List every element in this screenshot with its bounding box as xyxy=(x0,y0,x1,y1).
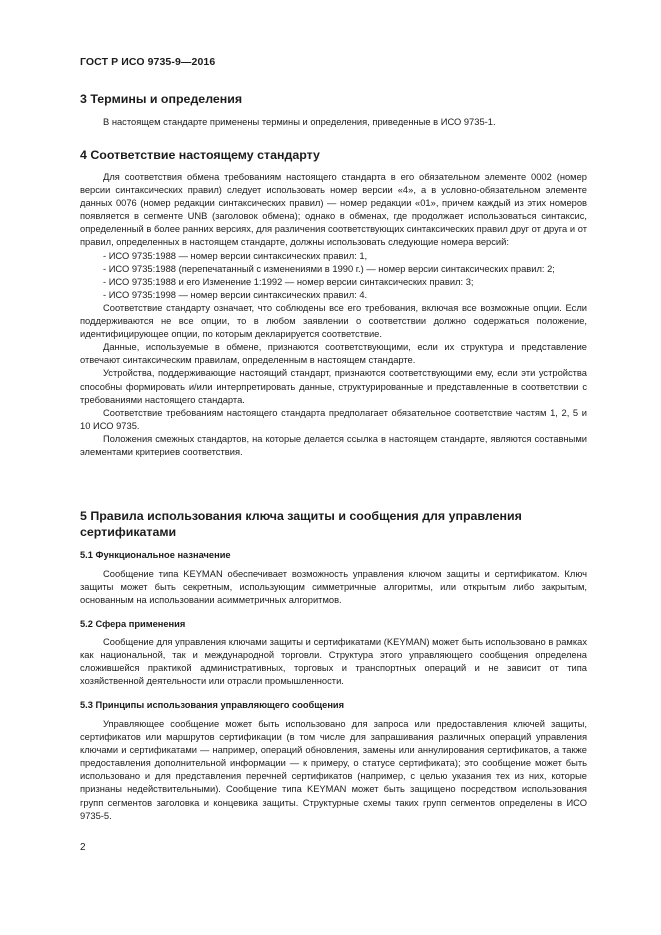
section-3-body xyxy=(80,116,587,129)
subsection-5-1-title: 5.1 Функциональное назначение xyxy=(80,550,231,560)
subsection-5-1-body xyxy=(80,568,587,607)
document-header: ГОСТ Р ИСО 9735-9—2016 xyxy=(80,56,216,68)
paragraph: Данные, используемые в обмене, признаются соответствующими, если их структура и представление отвечают синтаксическим правилам, определенным в настоящем стандарте. xyxy=(80,342,587,366)
paragraph: Сообщение типа KEYMAN обеспечивает возможность управления ключом защиты и сертификатом. Ключ защиты может быть секретным, использующим симметричные алгоритмы, или открытым либо закрытым, основанным на использовании асимметричных алгоритмов. xyxy=(80,569,587,606)
section-3-title: 3 Термины и определения xyxy=(80,92,243,106)
subsection-5-3 xyxy=(80,699,587,711)
list-item: - ИСО 9735:1988 (перепечатанный с изменениями в 1990 г.) — номер версии синтаксических правил: 2; xyxy=(103,263,555,274)
paragraph: В настоящем стандарте применены термины и определения, приведенные в ИСО 9735-1. xyxy=(103,117,496,127)
section-4 xyxy=(80,147,587,163)
section-5-title: 5 Правила использования ключа защиты и сообщения для управления сертификатами xyxy=(80,509,522,539)
section-4-title: 4 Соответствие настоящему стандарту xyxy=(80,148,320,162)
subsection-5-3-title: 5.3 Принципы использования управляющего сообщения xyxy=(80,700,345,710)
page-number: 2 xyxy=(80,842,86,853)
subsection-5-2-title: 5.2 Сфера применения xyxy=(80,619,186,629)
paragraph: Положения смежных стандартов, на которые делается ссылка в настоящем стандарте, являются составными элементами критериев соответствия. xyxy=(80,433,587,457)
paragraph: Управляющее сообщение может быть использовано для запроса или предоставления ключей защиты, сертификатов или маршрутов сертификации (в том числе для запрашивания различных операций управления ключами и сертификатами — например, операций обновления, замены или аннулирования сертификатов, а также предоставления дополнительной информации — к примеру, о статусе сертификата); это сообщение может быть использовано и для представления перечней сертификатов (например, с целью указания тех из них, которые признаны недействительными). Сообщение типа KEYMAN может быть защищено посредством использования групп сегментов заголовка и концевика защиты. Структурные схемы таких групп сегментов определены в ИСО 9735-5. xyxy=(80,719,587,821)
subsection-5-2 xyxy=(80,618,587,630)
paragraph: Устройства, поддерживающие настоящий стандарт, признаются соответствующими ему, если эти устройства способны формировать и/или интерпретировать данные, структурированные и представленные в соответствии с требованиями настоящего стандарта. xyxy=(80,368,587,405)
paragraph: Соответствие стандарту означает, что соблюдены все его требования, включая все возможные опции. Если поддерживаются не все опции, то в любом заявлении о соответствии должно содержаться положение, идентифицирующее опции, по которым декларируется соответствие. xyxy=(80,302,587,340)
list-item: - ИСО 9735:1988 — номер версии синтаксических правил: 1, xyxy=(103,250,368,261)
paragraph: Сообщение для управления ключами защиты и сертификатами (KEYMAN) может быть использовано в рамках как национальной, так и международной торговли. Структура этого управляющего сообщения определена сложившейся практикой административных, торговых и транспортных операций и не зависит от типа хозяйственной деятельности или отрасли промышленности. xyxy=(80,637,587,687)
list-item: - ИСО 9735:1988 и его Изменение 1:1992 — номер версии синтаксических правил: 3; xyxy=(103,276,474,287)
section-3 xyxy=(80,91,587,107)
list-item: - ИСО 9735:1998 — номер версии синтаксических правил: 4. xyxy=(103,289,368,300)
subsection-5-1 xyxy=(80,549,587,561)
section-4-body xyxy=(80,171,587,459)
paragraph: Для соответствия обмена требованиям настоящего стандарта в его обязательном элементе 0002 (номер версии синтаксических правил) следует использовать номер версии «4», а в условно-обязательном элементе данных 0076 (номер редакции синтаксических правил) — номер редакции «01», причем каждый из этих номеров появляется в сегменте UNB (заголовок обмена); однако в обменах, где продолжает использоваться синтаксис, определенный в более ранних версиях, для различения соответствующих синтаксических правил друг от друга и от правил, определенных в настоящем стандарте, должны использовать следующие номера версий: xyxy=(80,172,587,248)
subsection-5-2-body xyxy=(80,636,587,688)
section-5 xyxy=(80,508,587,540)
paragraph: Соответствие требованиям настоящего стандарта предполагает обязательное соответствие частям 1, 2, 5 и 10 ИСО 9735. xyxy=(80,407,587,431)
subsection-5-3-body xyxy=(80,718,587,823)
